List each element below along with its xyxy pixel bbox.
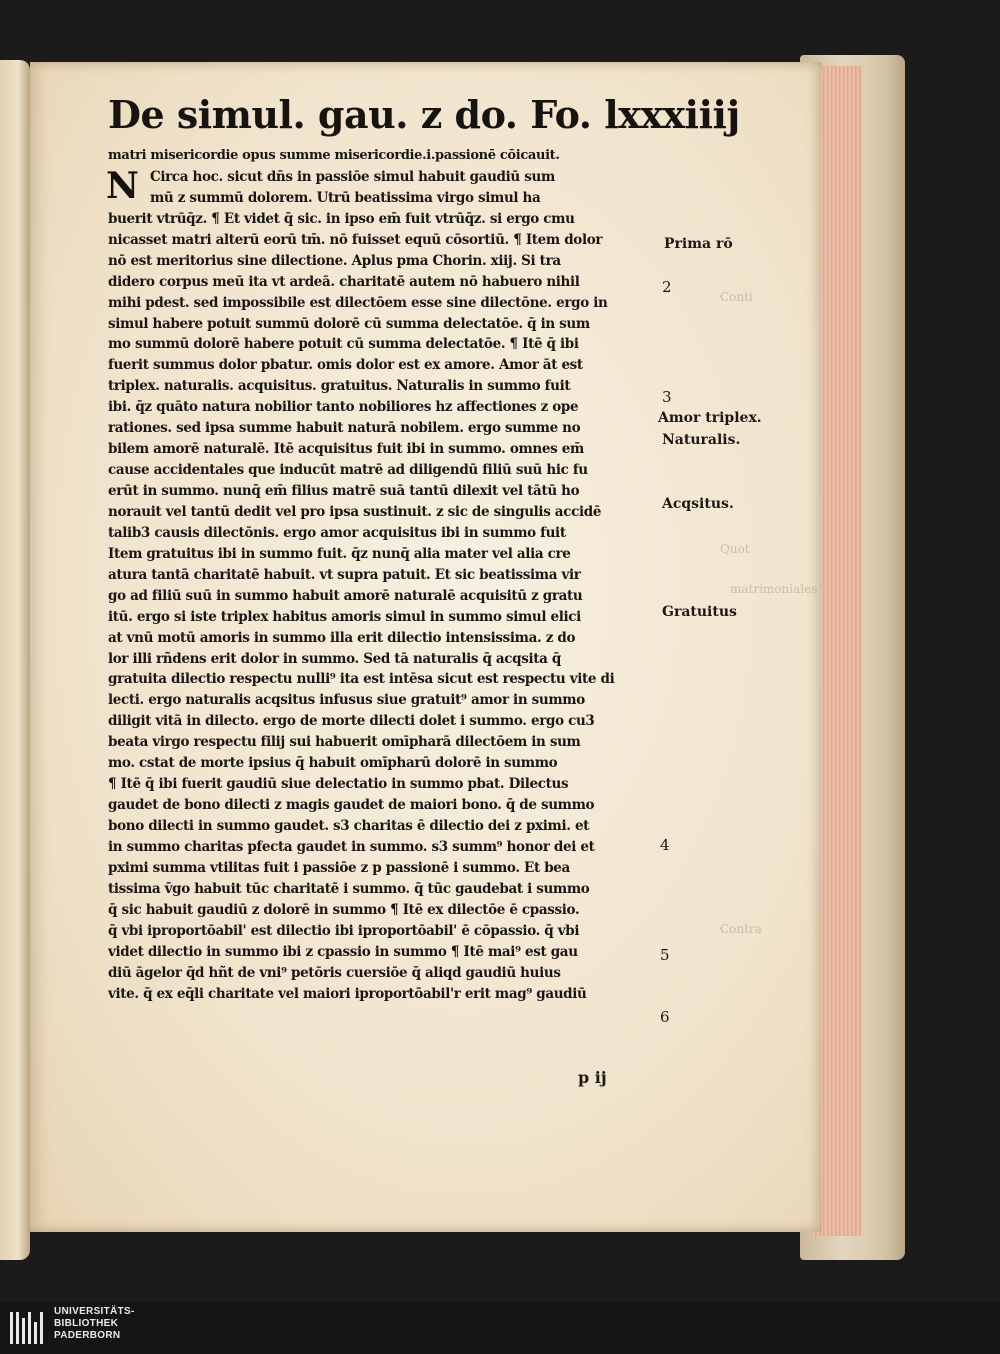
text-line: vite. q̄ ex eq̄li charitate vel maiori iproportōabil'r erit mag⁹ gaudiū — [108, 985, 587, 1002]
text-line: gaudet de bono dilecti z magis gaudet de maiori bono. q̄ de summo — [108, 797, 595, 814]
text-line: mihi pdest. sed impossibile est dilectōem esse sine dilectōne. ergo in — [108, 294, 608, 311]
text-line: at vnū motū amoris in summo illa erit dilectio intensissima. z do — [108, 629, 576, 646]
text-line: go ad filiū suū in summo habuit amorē naturalē acquisitū z gratu — [108, 587, 583, 604]
text-line: nō est meritorius sine dilectione. Aplus pma Chorin. xiij. Si tra — [108, 252, 561, 269]
text-line: mū z summū dolorem. Utrū beatissima virgo simul ha — [150, 189, 541, 206]
main-text-block — [108, 146, 633, 1004]
text-line: videt dilectio in summo ibi z cpassio in summo ¶ Itē mai⁹ est gau — [108, 943, 578, 960]
text-line: bono dilecti in summo gaudet. s3 charitas ē dilectio dei z pximi. et — [108, 818, 590, 834]
left-page-edge — [0, 60, 30, 1260]
text-line: bilem amorē naturalē. Itē acquisitus fuit ibi in summo. omnes em̄ — [108, 441, 584, 458]
text-line: diligit vitā in dilecto. ergo de morte dilecti dolet i summo. ergo cu3 — [108, 713, 595, 730]
marginal-number-3: 3 — [662, 388, 672, 406]
text-line: q̄ vbi iproportōabil' est dilectio ibi iproportōabil' ē cōpassio. q̄ vbi — [108, 922, 580, 939]
text-line: ¶ Itē q̄ ibi fuerit gaudiū siue delectatio in summo pbat. Dilectus — [108, 776, 569, 793]
marginal-number-4: 4 — [660, 836, 670, 854]
text-line: norauit vel tantū dedit vel pro ipsa sustinuit. z sic de singulis accidē — [108, 503, 602, 520]
marginal-note-gratuitus: Gratuitus — [662, 604, 737, 620]
text-line: ibi. q̄z quāto natura nobilior tanto nobiliores hz affectiones z ope — [108, 399, 579, 416]
text-line: simul habere potuit summū dolorē cū summa delectatōe. q̄ in sum — [108, 315, 590, 332]
library-name-line: PADERBORN — [54, 1330, 121, 1341]
marginal-note-amor-triplex: Amor triplex. — [658, 410, 762, 426]
library-footer — [0, 1302, 1000, 1354]
text-line: lecti. ergo naturalis acqsitus infusus siue gratuit⁹ amor in summo — [108, 692, 585, 709]
text-line: atura tantā charitatē habuit. vt supra patuit. Et sic beatissima vir — [108, 566, 581, 583]
marginal-number-2: 2 — [662, 278, 672, 296]
initial-letter: N — [106, 165, 139, 207]
text-line: q̄ sic habuit gaudiū z dolorē in summo ¶ Itē ex dilectōe ē cpassio. — [108, 901, 580, 918]
text-line: in summo charitas pfecta gaudet in summo. s3 summ⁹ honor dei et — [108, 838, 595, 855]
show-through-text: Quot — [720, 542, 750, 556]
marginal-note-prima: Prima rō — [664, 236, 733, 252]
text-line: diū āgelor q̄d hñt de vni⁹ petōris cuersiōe q̄ aliqd gaudiū huius — [108, 964, 561, 981]
show-through-text: matrimoniales — [730, 582, 818, 596]
text-line: pximi summa vtilitas fuit i passiōe z p passionē i summo. Et bea — [108, 859, 570, 876]
text-line: beata virgo respectu filij sui habuerit omīpharā dilectōem in sum — [108, 734, 581, 751]
signature-mark: p ij — [578, 1068, 607, 1087]
text-line: matri misericordie opus summe misericordie.i.passionē cōicauit. — [108, 148, 560, 163]
text-line: cause accidentales que inducūt matrē ad diligendū filiū suū hic fu — [108, 462, 588, 479]
show-through-text: Contra — [720, 922, 762, 936]
text-line: talib3 causis dilectōnis. ergo amor acquisitus ibi in summo fuit — [108, 524, 566, 541]
show-through-text: Conti — [720, 290, 753, 304]
university-library-logo-icon — [8, 1308, 48, 1348]
running-head: De simul. gau. z do. Fo. lxxxiiij — [108, 92, 740, 137]
text-line: lor illi rñdens erit dolor in summo. Sed tā naturalis q̄ acqsita q̄ — [108, 650, 562, 667]
text-line: buerit vtrūq̄z. ¶ Et videt q̄ sic. in ipso em̄ fuit vtrūq̄z. si ergo cmu — [108, 210, 575, 227]
text-line: erūt in summo. nunq̄ em̄ filius matrē suā tantū dilexit vel tātū ho — [108, 483, 580, 499]
library-name — [54, 1306, 135, 1342]
text-line: Item gratuitus ibi in summo fuit. q̄z nunq̄ alia mater vel alia cre — [108, 545, 571, 562]
text-line: mo summū dolorē habere potuit cū summa delectatōe. ¶ Itē q̄ ibi — [108, 336, 579, 353]
text-line: rationes. sed ipsa summe habuit naturā nobilem. ergo summe no — [108, 420, 581, 437]
library-name-line: UNIVERSITÄTS- — [54, 1306, 135, 1317]
text-line: mo. cstat de morte ipsius q̄ habuit omīpharū dolorē in summo — [108, 755, 558, 772]
library-name-line: BIBLIOTHEK — [54, 1318, 119, 1329]
marginal-note-naturalis: Naturalis. — [662, 432, 741, 448]
marginal-number-5: 5 — [660, 946, 670, 964]
marginal-number-6: 6 — [660, 1008, 670, 1026]
text-line: triplex. naturalis. acquisitus. gratuitus. Naturalis in summo fuit — [108, 378, 571, 395]
text-line: gratuita dilectio respectu nulli⁹ ita est intēsa sicut est respectu vite di — [108, 671, 615, 688]
marginal-note-acqsitus: Acqsitus. — [662, 496, 734, 512]
text-line: fuerit summus dolor pbatur. omis dolor est ex amore. Amor āt est — [108, 357, 583, 374]
text-line: nicasset matri alterū eorū tm̄. nō fuisset equū cōsortiū. ¶ Item dolor — [108, 231, 603, 248]
text-line: didero corpus meū ita vt ardeā. charitatē autem nō habuero nihil — [108, 273, 580, 290]
text-line: itū. ergo si iste triplex habitus amoris simul in summo simul elici — [108, 608, 581, 625]
text-line: Circa hoc. sicut dn̄s in passiōe simul habuit gaudiū sum — [150, 168, 555, 185]
text-line: tissima v̄go habuit tūc charitatē i summo. q̄ tūc gaudebat i summo — [108, 880, 590, 897]
